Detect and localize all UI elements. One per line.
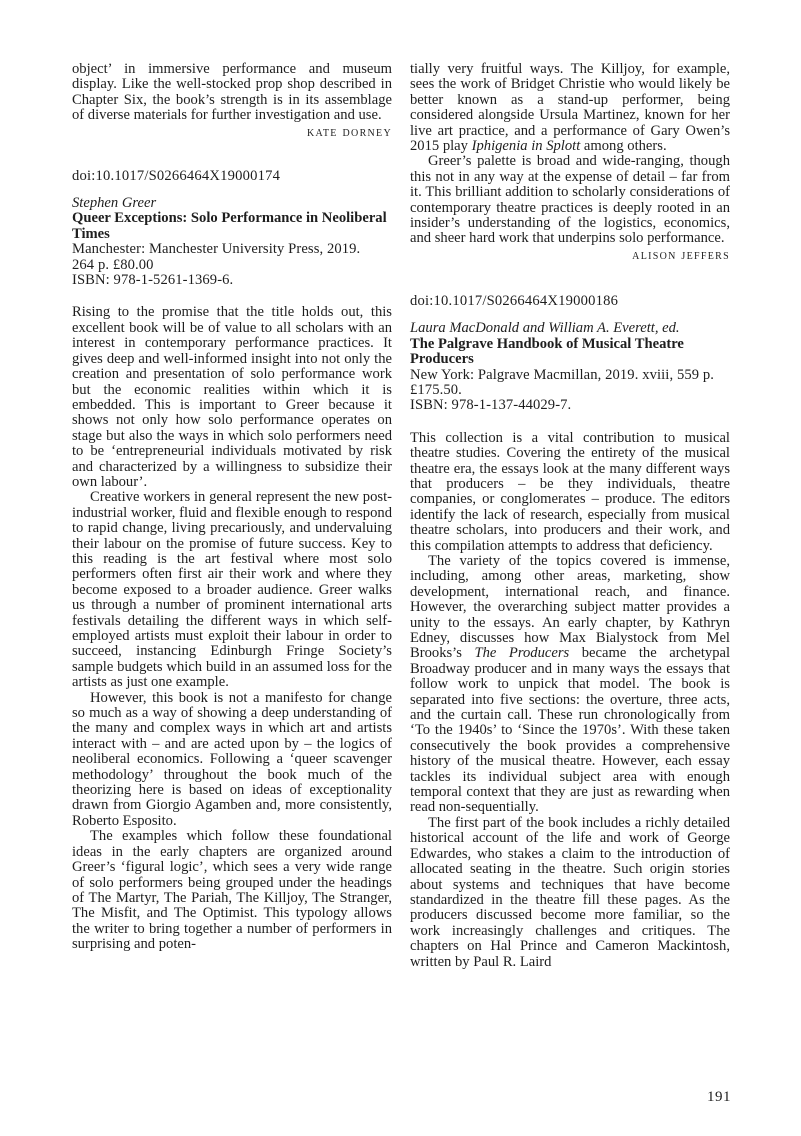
- book-publisher: Manchester: Manchester University Press, 2019.: [72, 241, 361, 258]
- book-title: Queer Exceptions: Solo Performance in Neoliberal Times: [72, 210, 387, 242]
- book-isbn: ISBN: 978-1-5261-1369-6.: [72, 272, 234, 289]
- play-title: Iphigenia in Splott: [471, 138, 581, 155]
- show-title: The Producers: [474, 645, 570, 662]
- review-paragraph: The first part of the book includes a richly detailed historical account of the life and work of George Edwardes, who stakes a claim to the introduction of allocated seating in the theatre. Such origin stories about systems and techniques that have become standardized in the theatre fill these pages. As the producers discussed become more familiar, so the work increasingly challenges and critiques. The chapters on Hal Prince and Cameron Mackintosh, written by Paul R. Laird: [410, 814, 730, 970]
- review-paragraph: Rising to the promise that the title holds out, this excellent book will be of value to all scholars with an interest in contemporary performance practices. It gives deep and well-informed insight into not only the creation and presentation of solo performance work but the economic realities within which it is embedded. This is important to Greer because it shows not only how solo performance operates on stage but also the ways in which solo performers need to be ‘entrepreneurial individuals motivated by risk and characterized by a willingness to subsidize their own labour’.: [72, 304, 392, 490]
- text-run: among others.: [580, 138, 667, 155]
- previous-review-closing-paragraph: object’ in immersive performance and museum display. Like the well-stocked prop shop described in Chapter Six, the book’s strength is in its assemblage of diverse materials for further investigation and use.: [72, 61, 392, 124]
- review-paragraph: [410, 554, 730, 816]
- book-title: The Palgrave Handbook of Musical Theatre Producers: [410, 335, 684, 368]
- right-column: [410, 62, 730, 970]
- review-doi[interactable]: doi:10.1017/S0266464X19000186: [410, 292, 619, 309]
- review-paragraph: Greer’s palette is broad and wide-ranging, though this not in any way at the expense of detail – far from it. This brilliant addition to scholarly considerations of contemporary theatre practices is deeply rooted in an insider’s understanding of the logistics, economics, and sheer hard work that underpins solo performance.: [410, 153, 730, 247]
- book-entry: [410, 321, 730, 413]
- text-run: tially very fruitful ways. The Killjoy, for example, sees the work of Bridget Christie who would likely be better known as a stand-up performer, being considered alongside Ursula Martinez, known for her live art practice, and a performance of Gary Owen’s 2015 play: [410, 61, 730, 155]
- text-run: The variety of the topics covered is immense, including, among other areas, marketing, show development, international reach, and finance. However, the overarching subject matter provides a unity to the essays. An early chapter, by Kathryn Edney, discusses how Max Bialystock from Mel Brooks’s: [410, 552, 730, 662]
- book-author: Laura MacDonald and William A. Everett, ed.: [410, 320, 680, 337]
- review-paragraph: This collection is a vital contribution to musical theatre studies. Covering the entirety of the musical theatre era, the essays look at the many different ways that producers – be they individuals, theatre companies, or conglomerates – produce. The editors identify the lack of research, especially from musical theatre scholars, into producers and their work, and this compilation attempts to address that deficiency.: [410, 429, 730, 554]
- book-publisher: New York: Palgrave Macmillan, 2019. xviii, 559 p.: [410, 366, 715, 383]
- review-doi[interactable]: doi:10.1017/S0266464X19000174: [72, 167, 281, 184]
- book-pages-price: 264 p. £80.00: [72, 256, 154, 273]
- book-isbn: ISBN: 978-1-137-44029-7.: [410, 397, 572, 414]
- review-paragraph: Creative workers in general represent the new post-industrial worker, fluid and flexible enough to respond to rapid change, living precariously, and undervaluing their labour on the promise of future success. Key to this reading is the art festival where most solo performers often first air their work and where they become exposed to a broader audience. Greer walks us through a number of prominent international arts festivals detailing the different ways in which self-employed artists must exploit their labour in order to succeed, instancing Edinburgh Fringe Society’s sample budgets which build in an assumed loss for the artists as just one example.: [72, 489, 392, 691]
- text-run: became the archetypal Broadway producer and in many ways the essays that follow work to unpick that model. The book is separated into five sections: the overture, three acts, and the curtain call. These run chronologically from ‘To the 1940s’ to ‘Since the 1970s’. With these taken consecutively the book provides a comprehensive history of the musical theatre. However, each essay tackles its individual subject area with enough temporal context that they are just as rewarding when read non-sequentially.: [410, 645, 731, 816]
- book-price: £175.50.: [410, 381, 462, 398]
- review-paragraph: The examples which follow these foundational ideas in the early chapters are organized around Greer’s ‘figural logic’, which sees a very wide range of solo performers being grouped under the headings of The Martyr, The Pariah, The Killjoy, The Stranger, The Misfit, and The Optimist. This typology allows the writer to bring together a number of performers in surprising and poten-: [72, 828, 392, 953]
- book-author: Stephen Greer: [72, 195, 157, 212]
- reviewer-signature: alison jeffers: [632, 247, 730, 263]
- book-entry: [72, 196, 392, 288]
- reviewer-signature: kate dorney: [306, 124, 392, 140]
- left-column: [72, 62, 392, 953]
- page-number: 191: [707, 1089, 731, 1105]
- review-paragraph: However, this book is not a manifesto for change so much as a way of showing a deep understanding of the many and complex ways in which art and artists interact with – and are acted upon by – the logics of neoliberal economics. Following a ‘queer scavenger methodology’ throughout the book much of the theorizing here is based on ideas of exceptionality drawn from Giorgio Agamben and, more consistently, Roberto Esposito.: [72, 689, 392, 829]
- review-continuation-paragraph: [410, 62, 730, 154]
